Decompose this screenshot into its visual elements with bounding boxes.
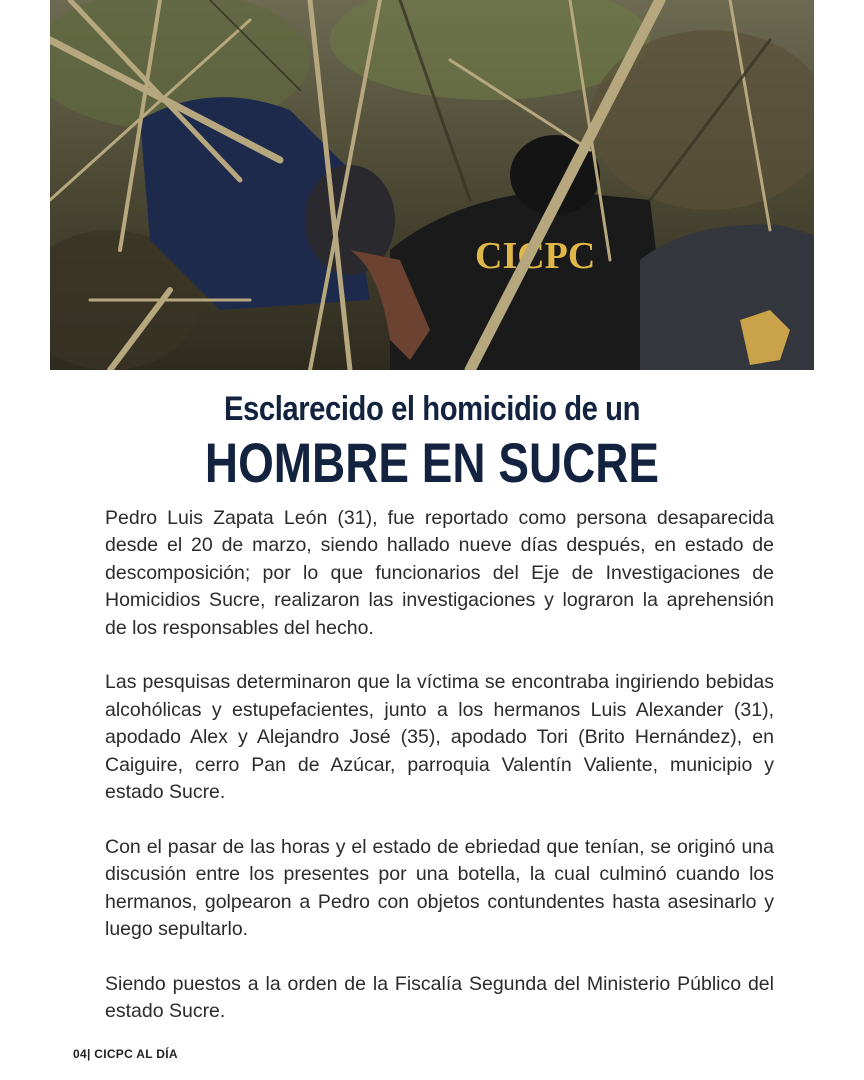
paragraph: Siendo puestos a la orden de la Fiscalía Segunda del Ministerio Público del estado Sucre. <box>105 972 774 1023</box>
vest-label: CICPC <box>475 235 596 277</box>
headline-line-2: HOMBRE EN SUCRE <box>204 431 660 494</box>
headline <box>0 385 864 493</box>
page-footer: 04| CICPC AL DÍA <box>73 1047 178 1061</box>
photo-illustration <box>50 0 814 370</box>
paragraph: Las pesquisas determinaron que la víctima se encontraba ingiriendo bebidas alcohólicas y estupefacientes, junto a los hermanos Luis Alexander (31), apodado Alex y Alejandro José (35), apodado Tori (Brito Hernández), en Caiguire, cerro Pan de Azúcar, parroquia Valentín Valiente, municipio y estado Sucre. <box>105 671 774 804</box>
article-body <box>105 505 774 1026</box>
paragraph: Pedro Luis Zapata León (31), fue reportado como persona desaparecida desde el 20 de marzo, siendo hallado nueve días después, en estado de descomposición; por lo que funcionarios del Eje de Investigaciones de Homicidios Sucre, realizaron las investigaciones y lograron la aprehensión de los responsables del hecho. <box>105 507 774 639</box>
headline-line-1: Esclarecido el homicidio de un <box>223 390 641 428</box>
paragraph: Con el pasar de las horas y el estado de ebriedad que tenían, se originó una discusión entre los presentes por una botella, la cual culminó cuando los hermanos, golpearon a Pedro con objetos contundentes hasta asesinarlo y luego sepultarlo. <box>105 835 774 941</box>
crime-scene-photo <box>50 0 814 370</box>
